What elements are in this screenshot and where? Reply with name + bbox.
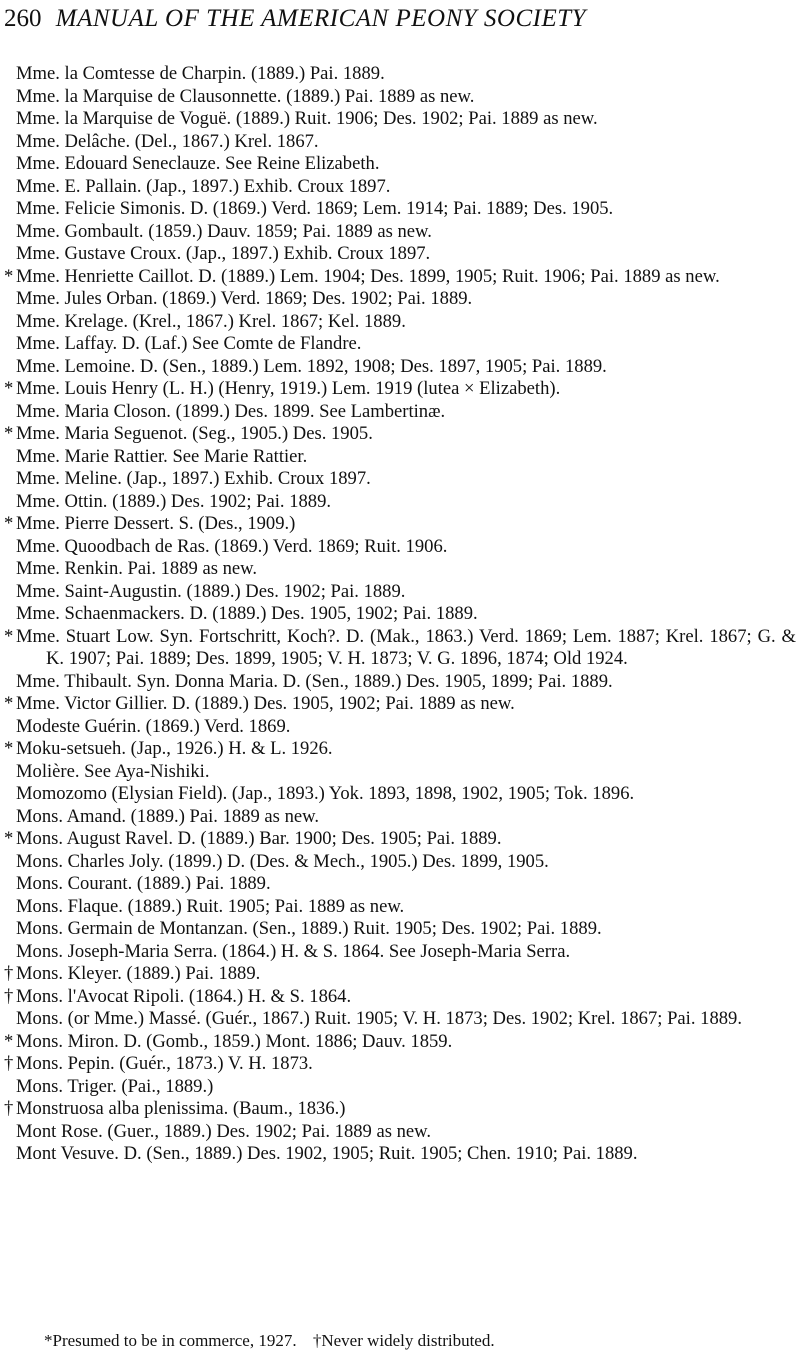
cultivar-entry	[16, 446, 796, 469]
cultivar-entry: † Mons. Kleyer. (1889.) Pai. 1889.	[4, 963, 261, 984]
cultivar-entry: * Mme. Victor Gillier. D. (1889.) Des. 1905, 1902; Pai. 1889 as new.	[4, 693, 515, 714]
entry-text: Mme. Gustave Croux. (Jap., 1897.) Exhib. Croux 1897.	[16, 243, 431, 264]
entry-text: Mme. Pierre Dessert. S. (Des., 1909.)	[16, 513, 296, 534]
cultivar-entry	[16, 671, 796, 694]
cultivar-entry	[16, 783, 796, 806]
entry-text: Mme. Renkin. Pai. 1889 as new.	[16, 558, 258, 579]
entry-text: Mme. Laffay. D. (Laf.) See Comte de Flandre.	[16, 333, 362, 354]
entry-text: Mme. Felicie Simonis. D. (1869.) Verd. 1869; Lem. 1914; Pai. 1889; Des. 1905.	[16, 198, 614, 219]
entry-text: Mons. (or Mme.) Massé. (Guér., 1867.) Ruit. 1905; V. H. 1873; Des. 1902; Krel. 1867; Pai. 1889.	[16, 1008, 742, 1029]
footnotes	[44, 1330, 507, 1352]
entry-text: Mons. Kleyer. (1889.) Pai. 1889.	[16, 963, 261, 984]
cultivar-entry	[16, 63, 796, 86]
entry-text: Mme. E. Pallain. (Jap., 1897.) Exhib. Croux 1897.	[16, 175, 391, 197]
cultivar-entry	[16, 86, 796, 109]
entry-text: Mons. Courant. (1889.) Pai. 1889.	[16, 873, 271, 894]
cultivar-entry: † Mons. Pepin. (Guér., 1873.) V. H. 1873.	[4, 1053, 313, 1074]
cultivar-entry: * Mme. Henriette Caillot. D. (1889.) Lem. 1904; Des. 1899, 1905; Ruit. 1906; Pai. 1889 as new.	[4, 265, 720, 287]
cultivar-entry	[16, 198, 796, 221]
running-head	[4, 4, 586, 34]
entry-text: Mont Rose. (Guer., 1889.) Des. 1902; Pai. 1889 as new.	[16, 1120, 432, 1142]
entry-text: Mme. Ottin. (1889.) Des. 1902; Pai. 1889.	[16, 490, 332, 512]
entry-text: Mons. Amand. (1889.) Pai. 1889 as new.	[16, 805, 319, 827]
cultivar-entry	[16, 468, 796, 491]
entry-text: Mons. l'Avocat Ripoli. (1864.) H. & S. 1864.	[16, 985, 352, 1007]
cultivar-entry	[16, 1008, 796, 1031]
cultivar-entry	[16, 1076, 796, 1099]
cultivar-entry	[16, 131, 796, 154]
cultivar-entry: * Mme. Pierre Dessert. S. (Des., 1909.)	[4, 513, 296, 534]
cultivar-entry: † Monstruosa alba plenissima. (Baum., 1836.)	[4, 1098, 346, 1119]
cultivar-entry	[16, 873, 796, 896]
cultivar-entry	[16, 851, 796, 874]
cultivar-entry: * Mons. August Ravel. D. (1889.) Bar. 1900; Des. 1905; Pai. 1889.	[4, 828, 502, 849]
cultivar-entry	[16, 311, 796, 334]
cultivar-entry	[16, 491, 796, 514]
footnote-presumed-in-commerce: *Presumed to be in commerce, 1927.	[44, 1331, 297, 1350]
cultivar-entry	[16, 806, 796, 829]
page-number: 260	[4, 5, 42, 32]
entry-text: Modeste Guérin. (1869.) Verd. 1869.	[16, 715, 291, 737]
entry-text: Mme. Schaenmackers. D. (1889.) Des. 1905, 1902; Pai. 1889.	[16, 603, 478, 624]
entry-text: Mme. Stuart Low. Syn. Fortschritt, Koch?. D. (Mak., 1863.) Verd. 1869; Lem. 1887; Krel. 1867; G. & K. 1907; Pai. 1889; Des. 1899, 1905; V. H. 1873; V. G. 1896, 1874; Old 1924.	[16, 625, 796, 669]
entry-text: Mons. Flaque. (1889.) Ruit. 1905; Pai. 1889 as new.	[16, 895, 405, 917]
cultivar-entry	[16, 896, 796, 919]
cultivar-entry: † Mons. l'Avocat Ripoli. (1864.) H. & S. 1864.	[4, 985, 352, 1007]
entry-text: Mme. Quoodbach de Ras. (1869.) Verd. 1869; Ruit. 1906.	[16, 535, 448, 557]
entry-text: Mons. Joseph-Maria Serra. (1864.) H. & S. 1864. See Joseph-Maria Serra.	[16, 940, 571, 962]
cultivar-entry	[16, 1121, 796, 1144]
cultivar-entry	[16, 221, 796, 244]
cultivar-entry	[16, 716, 796, 739]
entry-text: Molière. See Aya-Nishiki.	[16, 760, 210, 782]
entry-text: Mons. August Ravel. D. (1889.) Bar. 1900; Des. 1905; Pai. 1889.	[16, 828, 502, 849]
entry-text: Mons. Miron. D. (Gomb., 1859.) Mont. 1886; Dauv. 1859.	[16, 1030, 453, 1052]
cultivar-entry	[16, 761, 796, 784]
entry-text: Mme. Krelage. (Krel., 1867.) Krel. 1867; Kel. 1889.	[16, 310, 406, 332]
cultivar-entry	[16, 941, 796, 964]
cultivar-entry: * Mons. Miron. D. (Gomb., 1859.) Mont. 1886; Dauv. 1859.	[4, 1030, 453, 1052]
cultivar-entry	[16, 243, 796, 266]
entry-text: Moku-setsueh. (Jap., 1926.) H. & L. 1926.	[16, 738, 333, 759]
entry-text: Mons. Triger. (Pai., 1889.)	[16, 1075, 214, 1097]
cultivar-entry	[16, 536, 796, 559]
entry-text: Mme. Thibault. Syn. Donna Maria. D. (Sen., 1889.) Des. 1905, 1899; Pai. 1889.	[16, 670, 613, 692]
footnote-never-widely-distributed: †Never widely distributed.	[312, 1331, 495, 1350]
entry-text: Mme. la Comtesse de Charpin. (1889.) Pai. 1889.	[16, 63, 385, 84]
cultivar-entry: * Moku-setsueh. (Jap., 1926.) H. & L. 1926.	[4, 738, 333, 759]
cultivar-list	[4, 63, 796, 1166]
cultivar-entry: * Mme. Louis Henry (L. H.) (Henry, 1919.) Lem. 1919 (lutea × Elizabeth).	[4, 378, 561, 399]
cultivar-entry	[16, 581, 796, 604]
entry-text: Mme. Maria Closon. (1899.) Des. 1899. See Lambertinæ.	[16, 400, 446, 422]
entry-text: Mons. Pepin. (Guér., 1873.) V. H. 1873.	[16, 1053, 313, 1074]
entry-text: Mme. Gombault. (1859.) Dauv. 1859; Pai. 1889 as new.	[16, 220, 432, 242]
entry-text: Mme. Delâche. (Del., 1867.) Krel. 1867.	[16, 130, 319, 152]
entry-text: Mme. Jules Orban. (1869.) Verd. 1869; Des. 1902; Pai. 1889.	[16, 288, 473, 309]
cultivar-entry	[16, 176, 796, 199]
entry-text: Monstruosa alba plenissima. (Baum., 1836.)	[16, 1098, 346, 1119]
cultivar-entry: * Mme. Stuart Low. Syn. Fortschritt, Koch?. D. (Mak., 1863.) Verd. 1869; Lem. 1887; Krel. 1867; G. & K. 1907; Pai. 1889; Des. 1899, 1905; V. H. 1873; V. G. 1896, 1874; Old 1924.	[4, 625, 796, 669]
entry-text: Mme. Henriette Caillot. D. (1889.) Lem. 1904; Des. 1899, 1905; Ruit. 1906; Pai. 1889 as new.	[16, 265, 720, 287]
cultivar-entry	[16, 108, 796, 131]
running-title: MANUAL OF THE AMERICAN PEONY SOCIETY	[55, 5, 587, 32]
cultivar-entry	[16, 558, 796, 581]
cultivar-entry	[16, 333, 796, 356]
entry-text: Mme. Maria Seguenot. (Seg., 1905.) Des. 1905.	[16, 423, 373, 444]
cultivar-entry	[16, 356, 796, 379]
entry-text: Momozomo (Elysian Field). (Jap., 1893.) Yok. 1893, 1898, 1902, 1905; Tok. 1896.	[16, 783, 635, 804]
entry-text: Mme. Saint-Augustin. (1889.) Des. 1902; Pai. 1889.	[16, 580, 406, 602]
cultivar-entry	[16, 918, 796, 941]
entry-text: Mme. la Marquise de Clausonnette. (1889.) Pai. 1889 as new.	[16, 85, 475, 107]
cultivar-entry	[16, 603, 796, 626]
cultivar-entry	[16, 288, 796, 311]
entry-text: Mons. Germain de Montanzan. (Sen., 1889.) Ruit. 1905; Des. 1902; Pai. 1889.	[16, 918, 602, 939]
cultivar-entry	[16, 401, 796, 424]
cultivar-entry	[16, 1143, 796, 1166]
cultivar-entry: * Mme. Maria Seguenot. (Seg., 1905.) Des. 1905.	[4, 423, 373, 444]
entry-text: Mme. Meline. (Jap., 1897.) Exhib. Croux 1897.	[16, 468, 371, 489]
entry-text: Mme. Louis Henry (L. H.) (Henry, 1919.) Lem. 1919 (lutea × Elizabeth).	[16, 378, 561, 399]
entry-text: Mme. Lemoine. D. (Sen., 1889.) Lem. 1892, 1908; Des. 1897, 1905; Pai. 1889.	[16, 355, 607, 377]
entry-text: Mme. Edouard Seneclauze. See Reine Elizabeth.	[16, 153, 380, 174]
entry-text: Mme. la Marquise de Voguë. (1889.) Ruit. 1906; Des. 1902; Pai. 1889 as new.	[16, 108, 598, 129]
entry-text: Mons. Charles Joly. (1899.) D. (Des. & Mech., 1905.) Des. 1899, 1905.	[16, 850, 549, 872]
entry-text: Mme. Marie Rattier. See Marie Rattier.	[16, 445, 308, 467]
entry-text: Mont Vesuve. D. (Sen., 1889.) Des. 1902, 1905; Ruit. 1905; Chen. 1910; Pai. 1889.	[16, 1143, 638, 1164]
entry-text: Mme. Victor Gillier. D. (1889.) Des. 1905, 1902; Pai. 1889 as new.	[16, 693, 515, 714]
cultivar-entry	[16, 153, 796, 176]
